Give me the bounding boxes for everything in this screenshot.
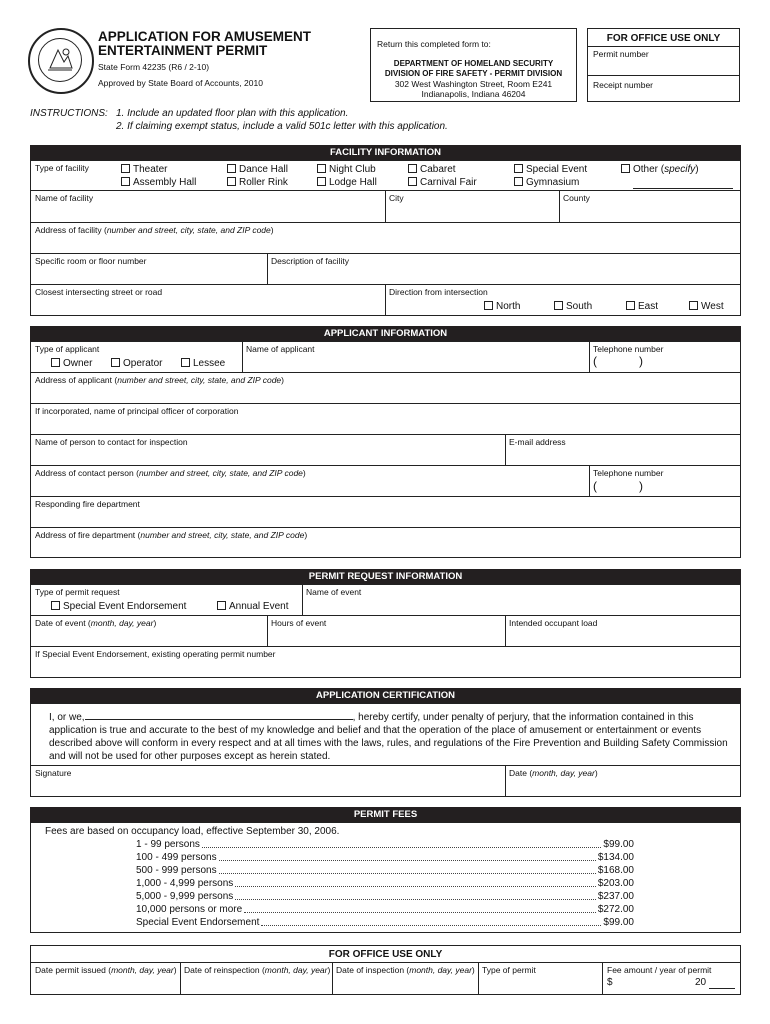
fee-label: Special Event Endorsement <box>136 917 260 928</box>
facility-section-heading: FACILITY INFORMATION <box>30 145 741 161</box>
fee-label: 1 - 99 persons <box>136 839 200 850</box>
fee-row <box>136 878 634 891</box>
date-issued-label: Date permit issued (month, day, year) <box>35 965 177 975</box>
phone-area-close: ) <box>639 354 643 368</box>
date-reinspection-label: Date of reinspection (month, day, year) <box>184 965 331 975</box>
facility-type-dance-hall[interactable]: Dance Hall <box>227 164 288 175</box>
fee-amount: $99.00 <box>603 839 634 850</box>
date-inspection-label: Date of inspection (month, day, year) <box>336 965 475 975</box>
event-hours-label: Hours of event <box>271 618 327 628</box>
facility-type-assembly-hall[interactable]: Assembly Hall <box>121 177 196 188</box>
facility-type-theater[interactable]: Theater <box>121 164 167 175</box>
contact-phone-area-close: ) <box>639 479 643 493</box>
certification-text: I, or we, , hereby certify, under penalty of perjury, that the information contained in this application is true and accurate to the best of my knowledge and belief and that the operation of the place of amusement or entertainment or events described above will conform in every respect and at all times with the laws, rules, and regulations of the Fire Prevention and Building Safety Commission and will not be used for other purposes except as herein stated. <box>49 712 728 762</box>
direction-north[interactable]: North <box>484 301 520 312</box>
applicant-phone-label: Telephone number <box>593 344 664 354</box>
city-label: City <box>389 193 404 203</box>
return-label: Return this completed form to: <box>377 39 491 49</box>
occupant-load-label: Intended occupant load <box>509 618 598 628</box>
fee-amount: $203.00 <box>597 878 634 889</box>
receipt-number-label: Receipt number <box>593 80 654 90</box>
year-suffix-line[interactable] <box>709 988 735 989</box>
return-to-box <box>370 28 577 102</box>
applicant-type-label: Type of applicant <box>35 344 100 354</box>
other-specify-line[interactable] <box>633 188 733 189</box>
approval-note: Approved by State Board of Accounts, 2010 <box>98 78 263 88</box>
instruction-1: 1. Include an updated floor plan with this application. <box>116 108 349 119</box>
applicant-section-heading: APPLICANT INFORMATION <box>30 326 741 342</box>
permit-type-office-label: Type of permit <box>482 965 536 975</box>
phone-area-open: ( <box>593 354 597 368</box>
certifier-name-line[interactable] <box>85 710 353 720</box>
office-use-bottom-title: FOR OFFICE USE ONLY <box>328 949 443 960</box>
room-floor-label: Specific room or floor number <box>35 256 147 266</box>
year-prefix: 20 <box>695 977 707 988</box>
permit-type-label: Type of permit request <box>35 587 120 597</box>
intersecting-street-label: Closest intersecting street or road <box>35 287 163 297</box>
contact-phone-area-open: ( <box>593 479 597 493</box>
facility-type-gymnasium[interactable]: Gymnasium <box>514 177 579 188</box>
instructions-label: INSTRUCTIONS: <box>30 108 108 119</box>
contact-address-label: Address of contact person (number and street, city, state, and ZIP code) <box>35 468 306 478</box>
direction-west[interactable]: West <box>689 301 724 312</box>
fee-amount: $237.00 <box>597 891 634 902</box>
facility-type-other[interactable]: Other (specify) <box>621 164 699 175</box>
county-label: County <box>563 193 590 203</box>
existing-permit-label: If Special Event Endorsement, existing operating permit number <box>35 649 276 659</box>
direction-south[interactable]: South <box>554 301 592 312</box>
direction-label: Direction from intersection <box>389 287 488 297</box>
event-name-label: Name of event <box>306 587 362 597</box>
page-title: APPLICATION FOR AMUSEMENT ENTERTAINMENT PERMIT <box>98 29 311 58</box>
seal-graphic <box>28 28 90 90</box>
return-address: DEPARTMENT OF HOMELAND SECURITY DIVISION OF FIRE SAFETY - PERMIT DIVISION 302 West Washington Street, Room E241 Indianapolis, Indiana 46204 <box>384 59 563 99</box>
applicant-type-operator[interactable]: Operator <box>111 358 162 369</box>
fee-dollar-sign: $ <box>607 977 613 988</box>
facility-type-label: Type of facility <box>35 163 89 173</box>
permit-fees-section-heading: PERMIT FEES <box>30 807 741 823</box>
applicant-type-owner[interactable]: Owner <box>51 358 92 369</box>
facility-name-label: Name of facility <box>35 193 94 203</box>
fee-amount-label: Fee amount / year of permit <box>607 965 712 975</box>
facility-type-cabaret[interactable]: Cabaret <box>408 164 456 175</box>
facility-address-label: Address of facility (number and street, city, state, and ZIP code) <box>35 225 274 235</box>
signature-label: Signature <box>35 768 72 778</box>
fee-amount: $134.00 <box>597 852 634 863</box>
direction-east[interactable]: East <box>626 301 658 312</box>
fee-amount: $272.00 <box>597 904 634 915</box>
state-seal-icon <box>28 28 94 94</box>
facility-type-carnival-fair[interactable]: Carnival Fair <box>408 177 477 188</box>
office-use-bottom-box <box>30 945 741 995</box>
facility-table <box>30 160 741 316</box>
fee-label: 100 - 499 persons <box>136 852 217 863</box>
permit-number-label: Permit number <box>593 49 649 59</box>
applicant-address-label: Address of applicant (number and street, city, state, and ZIP code) <box>35 375 285 385</box>
facility-type-special-event[interactable]: Special Event <box>514 164 587 175</box>
fee-label: 500 - 999 persons <box>136 865 217 876</box>
office-use-top-box <box>587 28 740 102</box>
permit-type-annual-event[interactable]: Annual Event <box>217 601 289 612</box>
fee-label: 10,000 persons or more <box>136 904 243 915</box>
permit-request-section-heading: PERMIT REQUEST INFORMATION <box>30 569 741 585</box>
event-date-label: Date of event (month, day, year) <box>35 618 157 628</box>
permit-type-special-event-endorsement[interactable]: Special Event Endorsement <box>51 601 186 612</box>
fee-row <box>136 904 634 917</box>
office-use-title: FOR OFFICE USE ONLY <box>606 33 721 44</box>
state-form-number: State Form 42235 (R6 / 2-10) <box>98 62 210 72</box>
permit-request-table <box>30 584 741 678</box>
fee-row <box>136 839 634 852</box>
fire-department-label: Responding fire department <box>35 499 140 509</box>
facility-type-night-club[interactable]: Night Club <box>317 164 376 175</box>
principal-officer-label: If incorporated, name of principal officer of corporation <box>35 406 239 416</box>
email-label: E-mail address <box>509 437 566 447</box>
certification-date-label: Date (month, day, year) <box>509 768 598 778</box>
facility-type-roller-rink[interactable]: Roller Rink <box>227 177 288 188</box>
fee-row <box>136 891 634 904</box>
applicant-name-label: Name of applicant <box>246 344 315 354</box>
fee-row <box>136 852 634 865</box>
fee-amount: $168.00 <box>597 865 634 876</box>
inspection-contact-label: Name of person to contact for inspection <box>35 437 188 447</box>
contact-phone-label: Telephone number <box>593 468 664 478</box>
fees-intro: Fees are based on occupancy load, effective September 30, 2006. <box>45 826 340 837</box>
facility-type-lodge-hall[interactable]: Lodge Hall <box>317 177 377 188</box>
fee-row <box>136 865 634 878</box>
fee-label: 5,000 - 9,999 persons <box>136 891 234 902</box>
certification-table <box>30 703 741 797</box>
fire-department-address-label: Address of fire department (number and street, city, state, and ZIP code) <box>35 530 308 540</box>
applicant-type-lessee[interactable]: Lessee <box>181 358 225 369</box>
applicant-table <box>30 341 741 558</box>
facility-description-label: Description of facility <box>271 256 349 266</box>
certification-section-heading: APPLICATION CERTIFICATION <box>30 688 741 704</box>
fee-amount: $99.00 <box>603 917 634 928</box>
fee-row <box>136 917 634 930</box>
instruction-2: 2. If claiming exempt status, include a valid 501c letter with this application. <box>116 121 448 132</box>
fee-label: 1,000 - 4,999 persons <box>136 878 234 889</box>
